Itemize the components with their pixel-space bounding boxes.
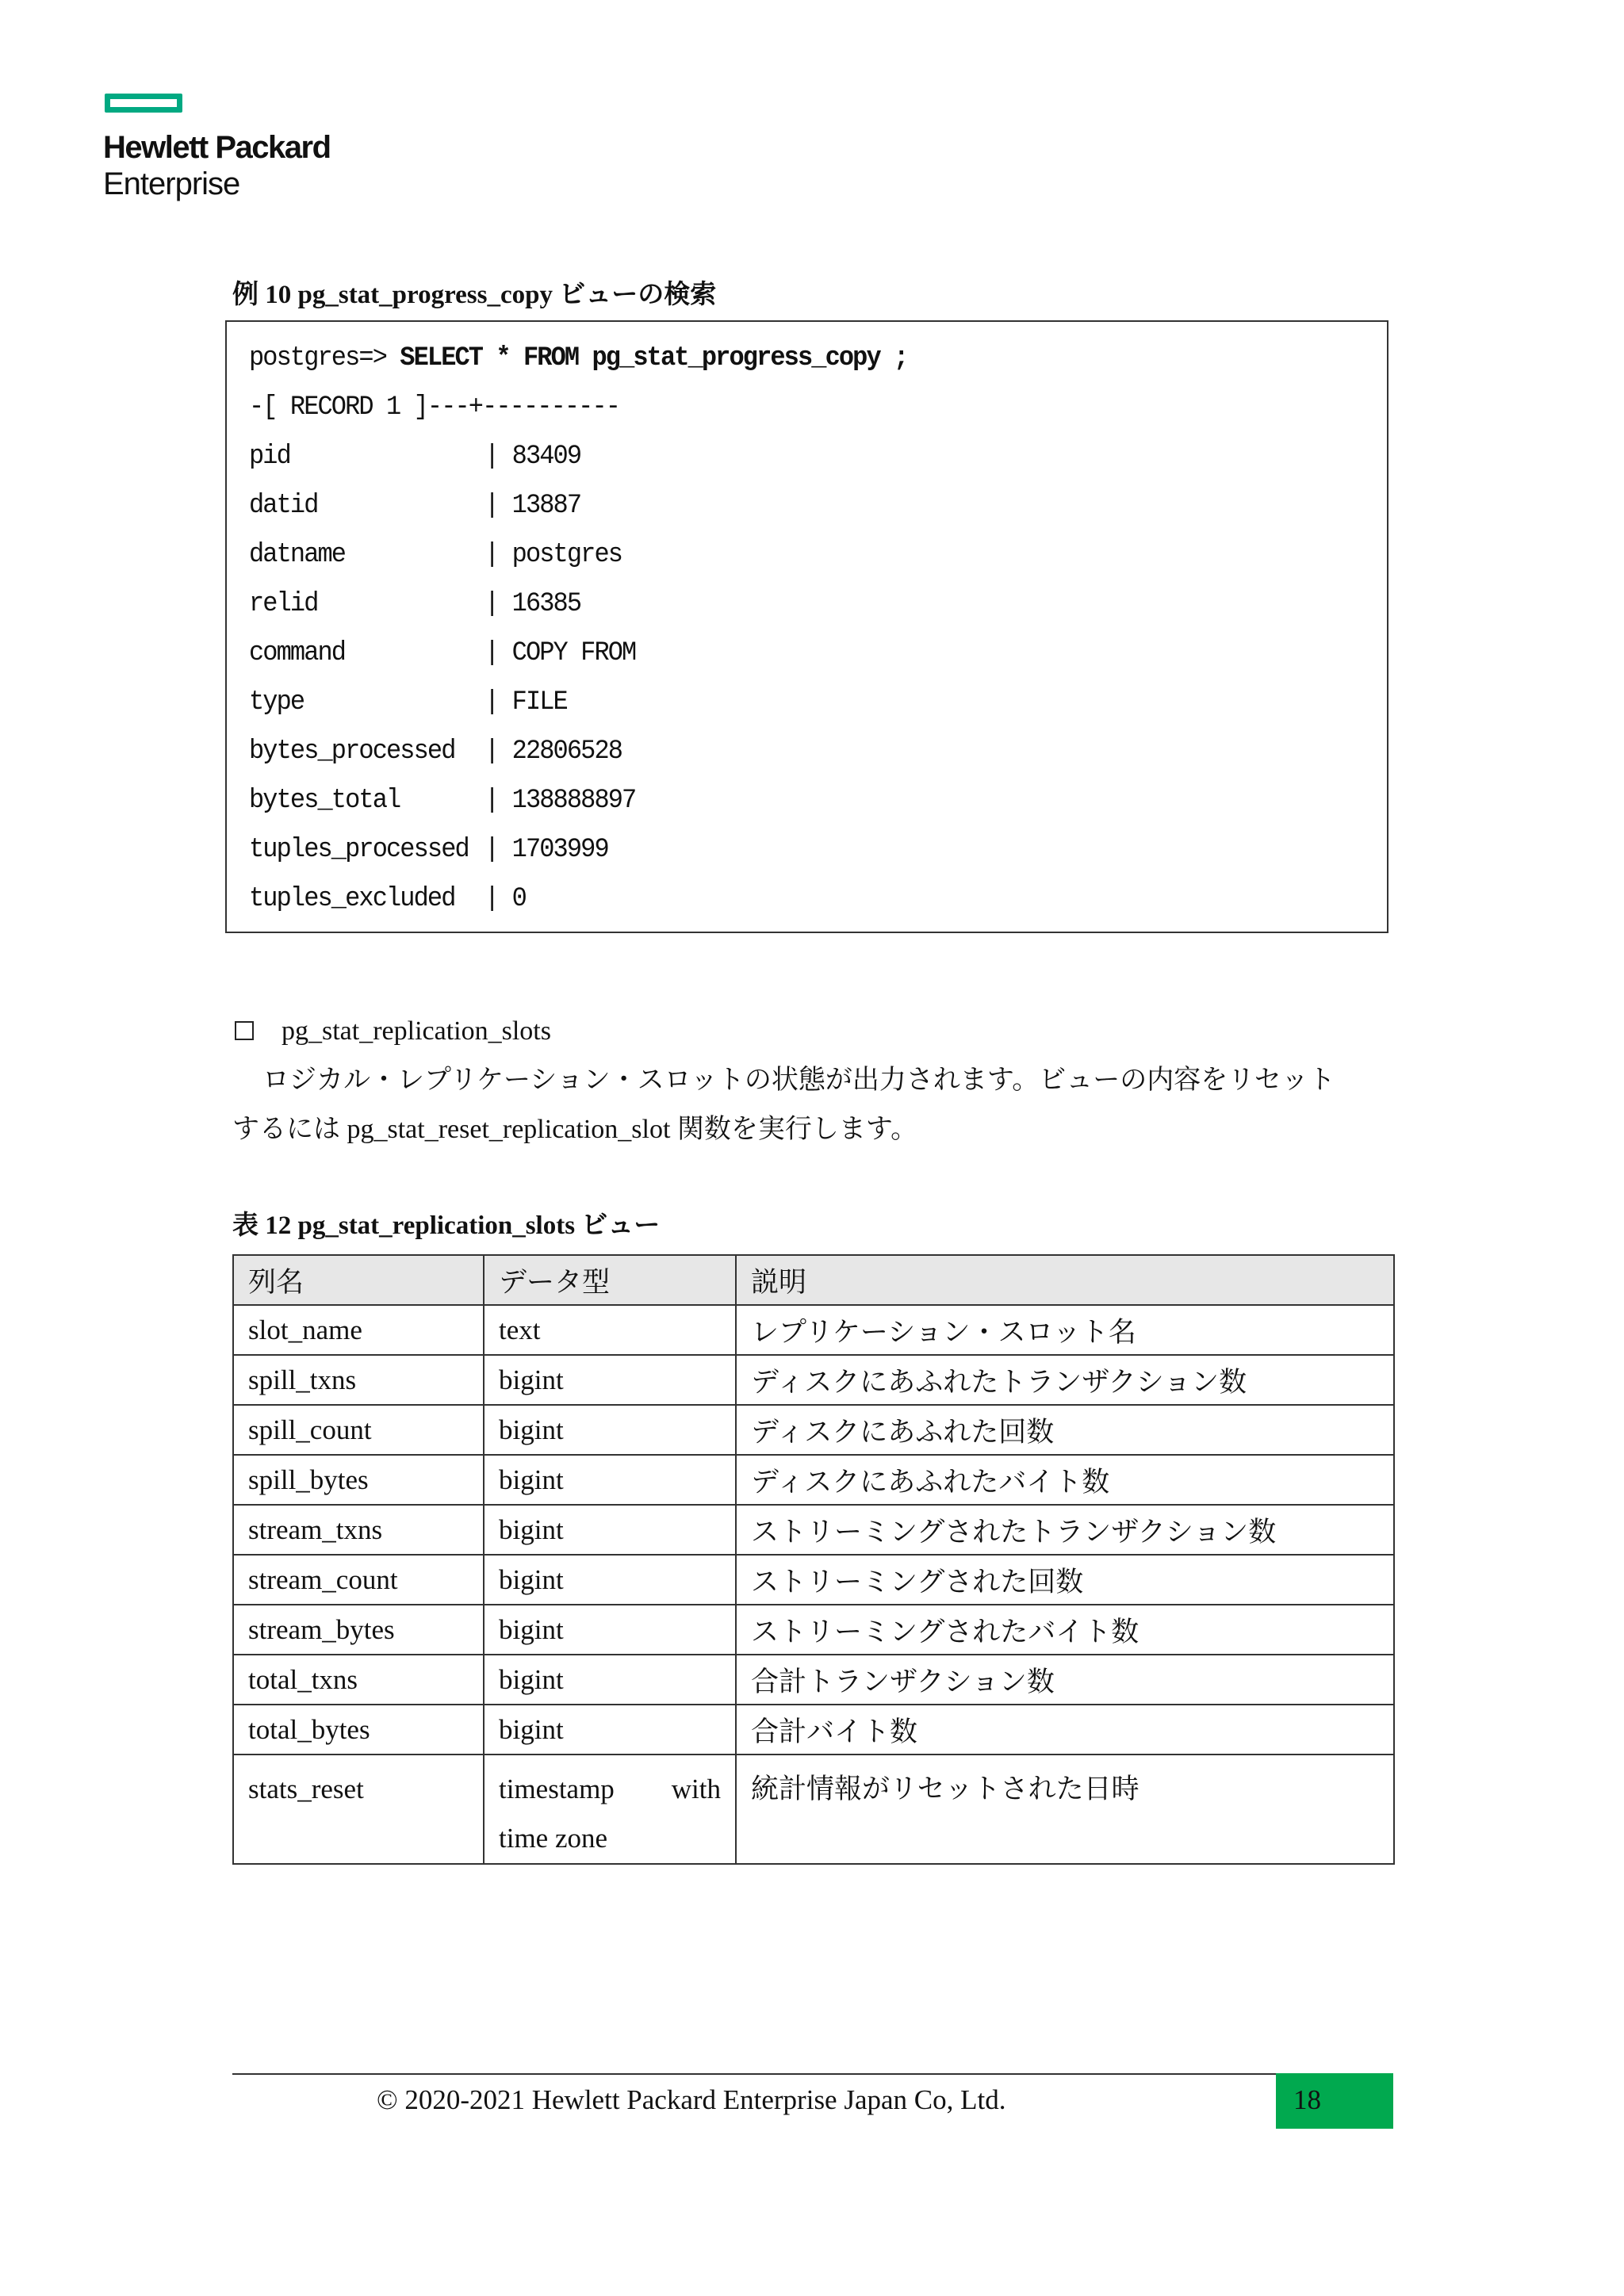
code-row-name: bytes_processed <box>249 737 455 767</box>
table-row <box>233 1605 1394 1655</box>
code-row-name: pid <box>249 442 290 472</box>
code-row-value: FILE <box>511 687 567 718</box>
table-row <box>233 1305 1394 1355</box>
page-number: 18 <box>1293 2084 1321 2115</box>
footer-rule <box>232 2073 1276 2075</box>
table-header-cell: 説明 <box>736 1255 1394 1305</box>
section-paragraph-line-2: するには pg_stat_reset_replication_slot 関数を実行します。 <box>232 1115 918 1144</box>
table-cell: 統計情報がリセットされた日時 <box>736 1755 1394 1864</box>
code-row <box>249 825 608 874</box>
code-row-value-cell <box>485 727 622 776</box>
table-cell: bigint <box>484 1405 736 1455</box>
code-row <box>249 481 581 530</box>
logo-line-1: Hewlett Packard <box>103 130 331 165</box>
code-row-value: COPY FROM <box>511 638 636 668</box>
column-separator: | <box>485 442 512 472</box>
footer-copyright: © 2020-2021 Hewlett Packard Enterprise Japan Co, Ltd. <box>377 2084 1006 2115</box>
table-cell: ディスクにあふれた回数 <box>736 1405 1394 1455</box>
table-cell: 合計バイト数 <box>736 1705 1394 1755</box>
code-row <box>249 580 581 629</box>
column-separator: | <box>485 786 512 816</box>
table-row <box>233 1705 1394 1755</box>
table-row <box>233 1455 1394 1505</box>
code-row-value-cell <box>485 530 622 580</box>
page-number-box <box>1276 2073 1393 2129</box>
column-separator: | <box>485 540 512 570</box>
code-row-value-cell <box>485 629 635 678</box>
table-row <box>233 1405 1394 1455</box>
code-row-value: 22806528 <box>511 737 622 767</box>
table-header-cell: データ型 <box>484 1255 736 1305</box>
column-separator: | <box>485 835 512 865</box>
table-cell: text <box>484 1305 736 1355</box>
code-row-value-cell <box>485 678 567 727</box>
table-cell: ディスクにあふれたトランザクション数 <box>736 1355 1394 1405</box>
code-query-line <box>249 334 907 383</box>
code-row-name: datname <box>249 540 346 570</box>
code-row-name: type <box>249 687 304 718</box>
code-row <box>249 727 622 776</box>
code-row-value: 1703999 <box>511 835 608 865</box>
table-cell: bigint <box>484 1605 736 1655</box>
checkbox-bullet-icon <box>235 1021 254 1040</box>
code-row <box>249 432 581 481</box>
section-title: pg_stat_replication_slots <box>282 1016 551 1046</box>
table-row <box>233 1505 1394 1555</box>
table-cell: spill_bytes <box>233 1455 484 1505</box>
code-row-value: 83409 <box>511 442 581 472</box>
table-row <box>233 1755 1394 1864</box>
column-separator: | <box>485 884 512 914</box>
table-header-cell: 列名 <box>233 1255 484 1305</box>
code-row <box>249 776 636 825</box>
table-cell: stream_txns <box>233 1505 484 1555</box>
code-row-value: 16385 <box>511 589 581 619</box>
code-query: SELECT * FROM pg_stat_progress_copy ; <box>400 343 908 373</box>
table-cell: stream_bytes <box>233 1605 484 1655</box>
table-cell: slot_name <box>233 1305 484 1355</box>
table-cell: ストリーミングされたトランザクション数 <box>736 1505 1394 1555</box>
table-cell: bigint <box>484 1355 736 1405</box>
table-cell: bigint <box>484 1555 736 1605</box>
column-separator: | <box>485 737 512 767</box>
replication-slots-table <box>232 1254 1395 1865</box>
section-paragraph-line-1: ロジカル・レプリケーション・スロットの状態が出力されます。ビューの内容をリセット <box>262 1066 1335 1095</box>
logo-element-icon <box>105 94 182 113</box>
table-cell: bigint <box>484 1705 736 1755</box>
table-cell: レプリケーション・スロット名 <box>736 1305 1394 1355</box>
code-row-value-cell <box>485 874 526 924</box>
table-cell: bigint <box>484 1455 736 1505</box>
table-cell: spill_txns <box>233 1355 484 1405</box>
example-caption: 例 10 pg_stat_progress_copy ビューの検索 <box>232 281 717 309</box>
column-separator: | <box>485 687 512 718</box>
table-cell: ストリーミングされたバイト数 <box>736 1605 1394 1655</box>
column-separator: | <box>485 491 512 521</box>
table-cell: bigint <box>484 1655 736 1705</box>
code-row-value-cell <box>485 432 580 481</box>
column-separator: | <box>485 589 512 619</box>
table-cell: 合計トランザクション数 <box>736 1655 1394 1705</box>
table-row <box>233 1655 1394 1705</box>
code-row <box>249 629 636 678</box>
table-cell: ディスクにあふれたバイト数 <box>736 1455 1394 1505</box>
code-row-value: 13887 <box>511 491 581 521</box>
code-row <box>249 874 526 924</box>
code-row-name: command <box>249 638 346 668</box>
column-separator: | <box>485 638 512 668</box>
table-cell: ストリーミングされた回数 <box>736 1555 1394 1605</box>
code-prompt: postgres=> <box>249 343 400 373</box>
table-caption: 表 12 pg_stat_replication_slots ビュー <box>232 1211 661 1240</box>
table-cell: total_bytes <box>233 1705 484 1755</box>
table-cell: spill_count <box>233 1405 484 1455</box>
code-row-value: 138888897 <box>511 786 636 816</box>
table-header-row <box>233 1255 1394 1305</box>
code-row-value-cell <box>485 580 580 629</box>
code-row-name: tuples_excluded <box>249 884 455 914</box>
table-row <box>233 1355 1394 1405</box>
table-row <box>233 1555 1394 1605</box>
code-row-name: bytes_total <box>249 786 400 816</box>
code-row-name: tuples_processed <box>249 835 469 865</box>
table-cell: stream_count <box>233 1555 484 1605</box>
code-row-value: 0 <box>511 884 526 914</box>
table-cell: bigint <box>484 1505 736 1555</box>
code-record-header: -[ RECORD 1 ]---+---------- <box>249 392 620 423</box>
code-row <box>249 678 567 727</box>
code-row-value-cell <box>485 825 608 874</box>
code-row-name: relid <box>249 589 318 619</box>
table-cell: total_txns <box>233 1655 484 1705</box>
code-row-name: datid <box>249 491 318 521</box>
table-cell: timestamp with time zone <box>484 1755 736 1864</box>
logo-line-2: Enterprise <box>103 166 240 201</box>
code-row-value-cell <box>485 481 580 530</box>
code-row-value-cell <box>485 776 635 825</box>
code-block <box>225 320 1388 933</box>
code-row <box>249 530 622 580</box>
table-cell: stats_reset <box>233 1755 484 1864</box>
code-row-value: postgres <box>511 540 622 570</box>
